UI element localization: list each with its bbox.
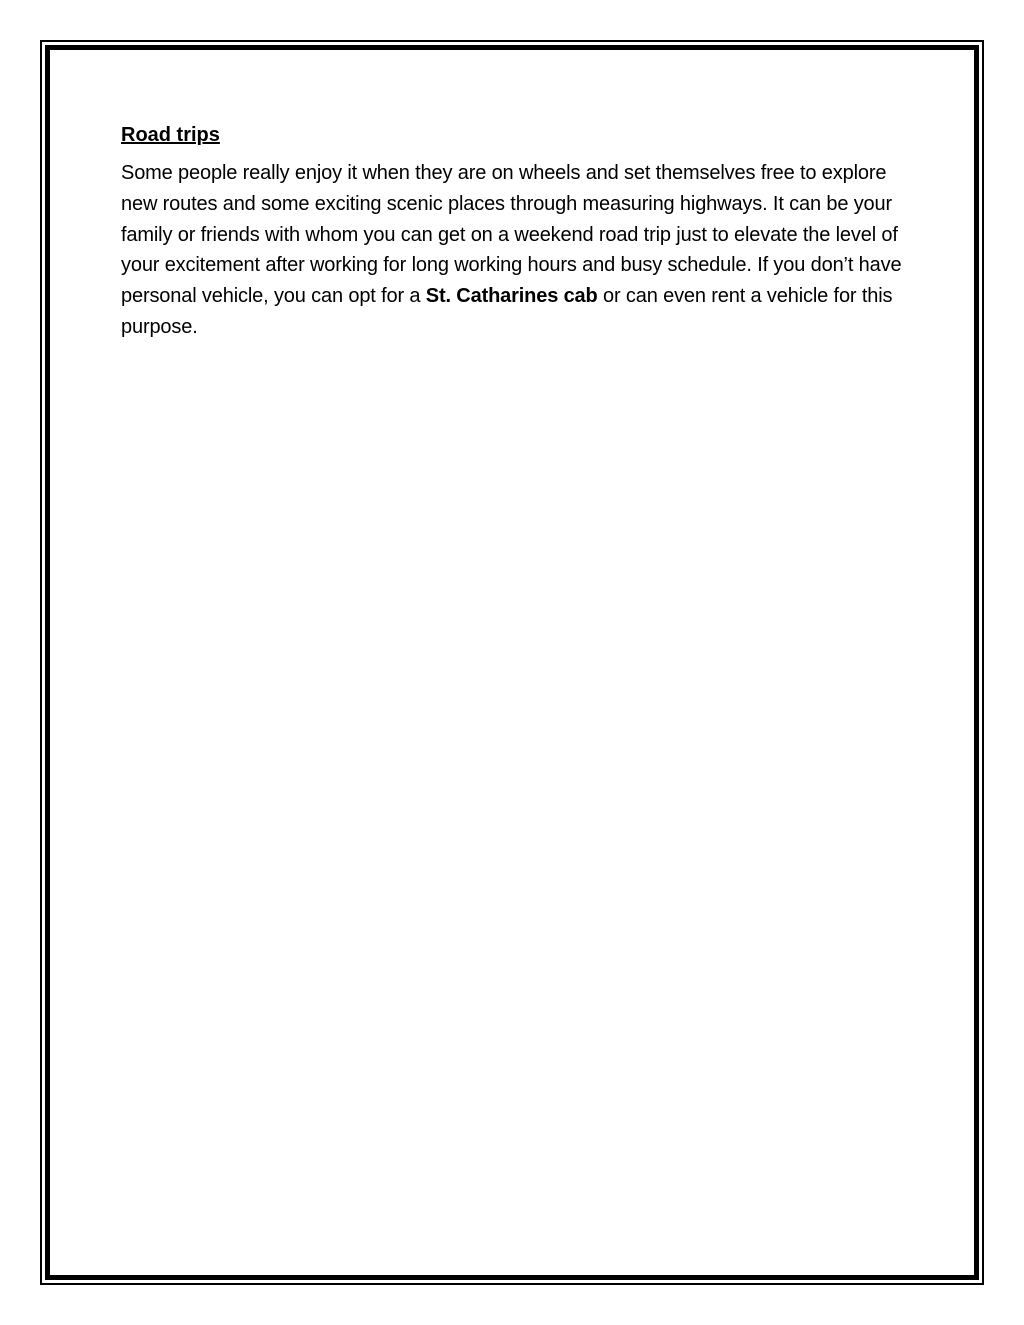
section-heading: Road trips [121,124,220,146]
document-content [121,122,911,343]
body-text-start: Some people really enjoy it when they are on wheels and set themselves free to explore new routes and some exciting scenic places through measuring highways. It can be your family or friends with whom you can get on a weekend road trip just to elevate the level of your excitement after working for long working hours and busy schedule. If you don’t have personal vehicle, you can opt for a [121,162,902,308]
body-text-end: or can even rent a vehicle for this purpose. [121,285,893,338]
body-paragraph [121,158,911,343]
body-bold-term: St. Catharines cab [425,285,598,308]
